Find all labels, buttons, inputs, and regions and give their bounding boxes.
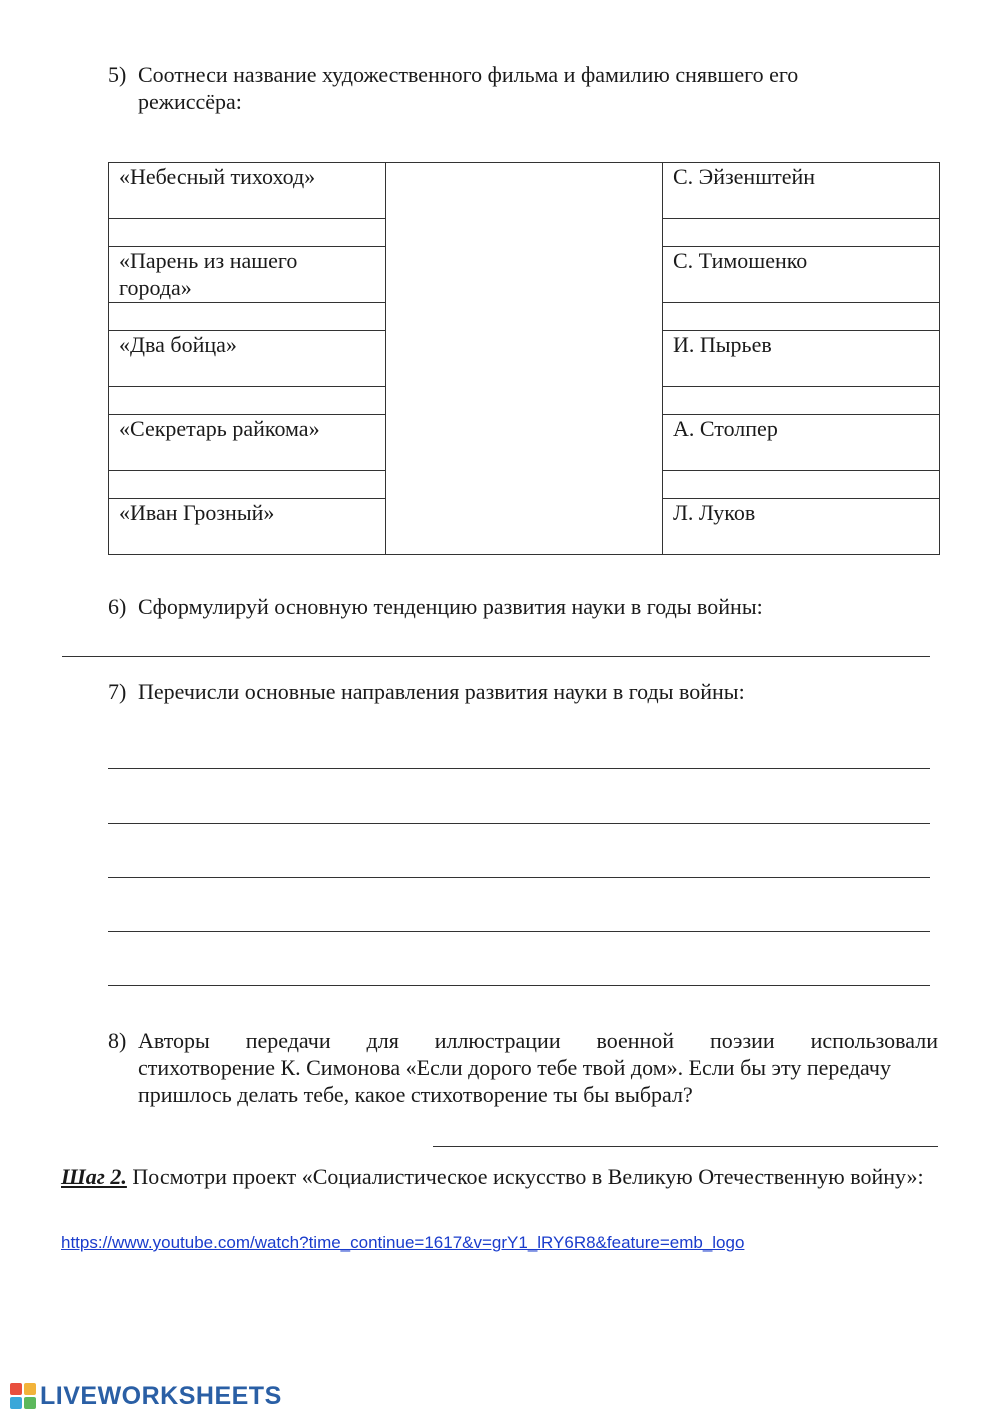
- step-2-text: Посмотри проект «Социалистическое искусство в Великую Отечественную войну»:: [126, 1164, 924, 1189]
- footer-logo: [10, 1381, 282, 1411]
- question-8: [108, 1027, 938, 1112]
- spacer-cell: [663, 387, 940, 415]
- film-cell: «Небесный тихоход»: [109, 163, 386, 219]
- answer-line-7[interactable]: [108, 931, 930, 932]
- director-cell: И. Пырьев: [663, 331, 940, 387]
- spacer-cell: [663, 471, 940, 499]
- answer-line-8[interactable]: [433, 1146, 938, 1147]
- spacer-cell: [109, 471, 386, 499]
- film-cell: «Иван Грозный»: [109, 499, 386, 555]
- question-6-text: Сформулируй основную тенденцию развития науки в годы войны:: [138, 594, 763, 619]
- answer-line-6[interactable]: [62, 656, 930, 657]
- director-cell: Л. Луков: [663, 499, 940, 555]
- word: для: [366, 1028, 399, 1053]
- question-5-text-line2: режиссёра:: [138, 89, 242, 114]
- director-cell: С. Тимошенко: [663, 247, 940, 303]
- spacer-cell: [109, 219, 386, 247]
- matching-table: [108, 162, 940, 555]
- spacer-cell: [109, 387, 386, 415]
- question-5-number: 5): [108, 62, 127, 87]
- answer-line-7[interactable]: [108, 877, 930, 878]
- logo-text: LIVEWORKSHEETS: [40, 1381, 282, 1410]
- step-2-paragraph: [61, 1162, 938, 1192]
- question-6-number: 6): [108, 594, 127, 619]
- spacer-cell: [109, 303, 386, 331]
- spacer-cell: [663, 219, 940, 247]
- question-7-text: Перечисли основные направления развития науки в годы войны:: [138, 679, 745, 704]
- question-6: [108, 593, 908, 623]
- question-5-text-line1: Соотнеси название художественного фильма и фамилию снявшего его: [138, 62, 799, 87]
- word: поэзии: [709, 1028, 775, 1053]
- question-8-text-line2: стихотворение К. Симонова «Если дорого тебе твой дом». Если бы эту передачу: [138, 1055, 891, 1080]
- film-cell: «Парень из нашего города»: [109, 247, 386, 303]
- youtube-link[interactable]: https://www.youtube.com/watch?time_continue=1617&v=grY1_lRY6R8&feature=emb_logo: [61, 1233, 745, 1252]
- question-5: [108, 61, 888, 121]
- liveworksheets-logo-icon: [10, 1383, 36, 1409]
- matching-area[interactable]: [386, 163, 663, 555]
- question-7: [108, 678, 908, 708]
- word: передачи: [245, 1028, 331, 1053]
- film-cell: «Два бойца»: [109, 331, 386, 387]
- film-cell: «Секретарь райкома»: [109, 415, 386, 471]
- director-cell: А. Столпер: [663, 415, 940, 471]
- word: иллюстрации: [434, 1028, 561, 1053]
- answer-line-7[interactable]: [108, 768, 930, 769]
- question-8-text-line3: пришлось делать тебе, какое стихотворение ты бы выбрал?: [138, 1082, 693, 1107]
- step-2-label: Шаг 2.: [61, 1164, 127, 1189]
- answer-line-7[interactable]: [108, 985, 930, 986]
- word: использовали: [810, 1028, 938, 1053]
- spacer-cell: [663, 303, 940, 331]
- director-cell: С. Эйзенштейн: [663, 163, 940, 219]
- question-7-number: 7): [108, 679, 127, 704]
- question-8-text-line1: [138, 1027, 938, 1054]
- word: Авторы: [138, 1028, 210, 1053]
- answer-line-7[interactable]: [108, 823, 930, 824]
- word: военной: [596, 1028, 675, 1053]
- question-8-number: 8): [108, 1028, 127, 1053]
